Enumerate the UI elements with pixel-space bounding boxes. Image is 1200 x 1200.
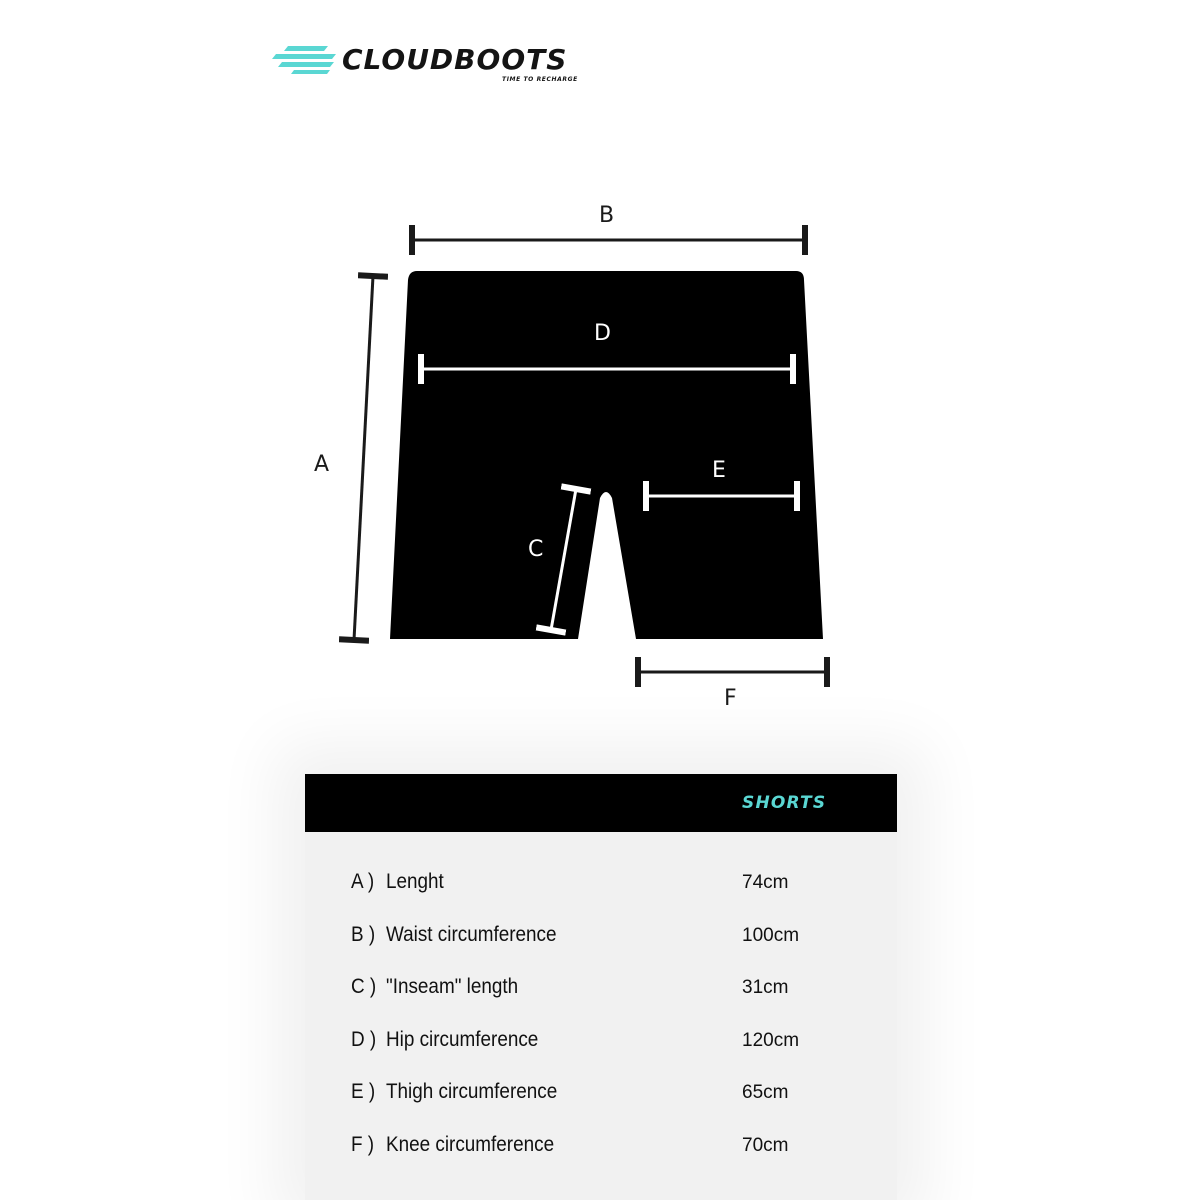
row-letter: D ) (351, 1027, 377, 1051)
row-value: 70cm (742, 1134, 789, 1156)
row-label: Waist circumference (386, 922, 557, 946)
row-letter: B ) (351, 922, 376, 946)
row-label: Hip circumference (386, 1027, 539, 1051)
row-value: 100cm (742, 924, 800, 946)
table-row (305, 1028, 897, 1081)
row-label: Thigh circumference (386, 1080, 558, 1103)
brand-tagline: TIME TO RECHARGE (502, 76, 578, 83)
label-b: B (599, 203, 615, 228)
row-letter: C ) (351, 975, 377, 998)
row-label: Knee circumference (386, 1132, 555, 1156)
table-row (305, 870, 897, 923)
row-letter: F ) (351, 1132, 375, 1156)
table-row (305, 923, 897, 976)
row-letter: A ) (351, 870, 375, 893)
row-label: "Inseam" length (386, 975, 519, 998)
table-row (305, 1080, 897, 1133)
row-letter: E ) (351, 1080, 376, 1103)
table-row (305, 975, 897, 1028)
label-c: C (528, 537, 544, 562)
row-label: Lenght (386, 870, 444, 893)
row-value: 74cm (742, 872, 789, 893)
row-value: 31cm (742, 977, 789, 998)
label-a: A (314, 452, 330, 477)
row-value: 120cm (742, 1029, 800, 1051)
size-table (305, 774, 897, 1200)
size-table-body (305, 870, 897, 1185)
label-f: F (724, 686, 737, 711)
size-table-header (305, 774, 897, 832)
table-row (305, 1133, 897, 1186)
brand-name: CLOUDBOOTS (342, 43, 568, 76)
label-e: E (712, 458, 726, 483)
column-title-shorts: SHORTS (742, 793, 827, 813)
measure-line-a (354, 276, 373, 640)
label-d: D (594, 321, 611, 346)
row-value: 65cm (742, 1082, 789, 1103)
